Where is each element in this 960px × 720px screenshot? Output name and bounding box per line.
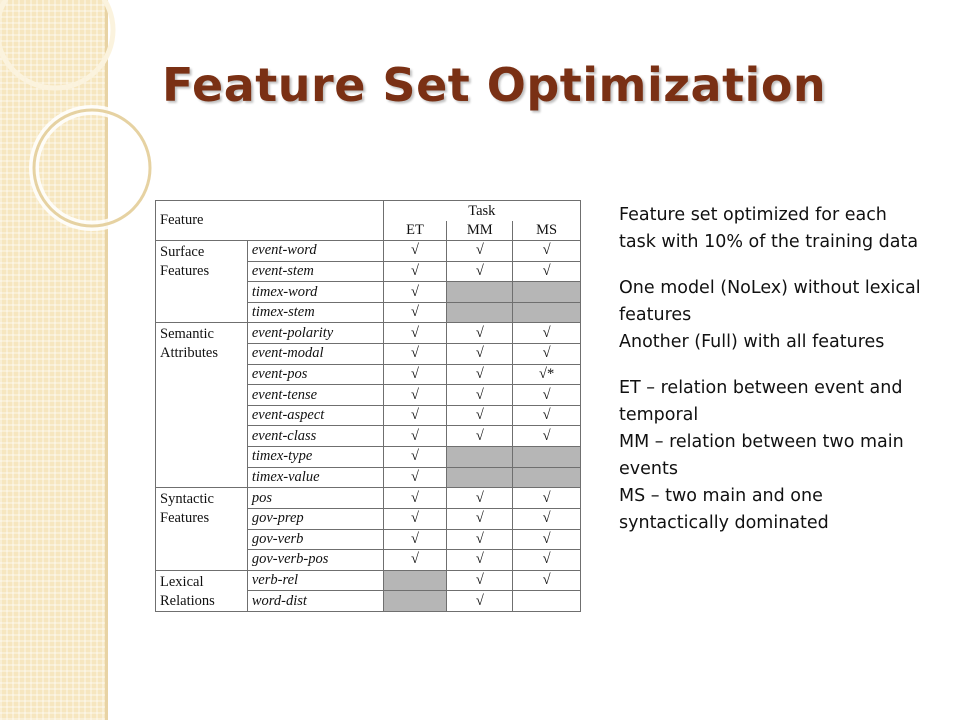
notes-text-block xyxy=(619,202,929,537)
feature-name: event-class xyxy=(247,426,383,447)
task-header: Task xyxy=(383,201,580,221)
feature-name: event-polarity xyxy=(247,323,383,344)
checkmark-cell: √ xyxy=(447,550,513,571)
feature-name: pos xyxy=(247,488,383,509)
checkmark-cell: √ xyxy=(447,323,513,344)
checkmark-cell: √ xyxy=(383,323,447,344)
checkmark-cell: √ xyxy=(447,261,513,282)
checkmark-cell: √ xyxy=(383,344,447,365)
checkmark-cell: √ xyxy=(383,282,447,303)
group-label-line: Attributes xyxy=(160,345,218,362)
group-label-line: Features xyxy=(160,510,210,527)
checkmark-cell: √ xyxy=(447,591,513,612)
checkmark-cell xyxy=(513,591,581,612)
group-label-line: Lexical xyxy=(160,573,204,590)
task-column-et: ET xyxy=(383,221,447,241)
note-line: ET – relation between event and temporal xyxy=(619,378,903,425)
table-row xyxy=(156,488,581,509)
checkmark-cell: √ xyxy=(383,405,447,426)
checkmark-cell: √ xyxy=(513,344,581,365)
group-label-line: Features xyxy=(160,263,210,279)
table-row xyxy=(156,570,581,591)
feature-task-table xyxy=(155,200,581,612)
shaded-cell xyxy=(447,467,513,488)
note-line: Feature set optimized for each task with 10% of the training data xyxy=(619,205,919,252)
feature-name: event-modal xyxy=(247,344,383,365)
checkmark-cell: √ xyxy=(383,488,447,509)
paragraph-gap xyxy=(619,256,929,275)
feature-name: event-pos xyxy=(247,364,383,385)
checkmark-cell: √ xyxy=(383,467,447,488)
checkmark-cell: √ xyxy=(447,344,513,365)
checkmark-cell: √ xyxy=(513,529,581,550)
feature-name: gov-verb-pos xyxy=(247,550,383,571)
feature-name: event-stem xyxy=(247,261,383,282)
table-row xyxy=(156,241,581,262)
note-line: One model (NoLex) without lexical features xyxy=(619,278,921,325)
feature-group-label xyxy=(156,570,248,611)
shaded-cell xyxy=(383,591,447,612)
checkmark-cell: √ xyxy=(383,261,447,282)
checkmark-cell: √ xyxy=(447,570,513,591)
checkmark-cell: √ xyxy=(383,447,447,468)
feature-group-label xyxy=(156,241,248,323)
table-header-row xyxy=(156,201,581,221)
checkmark-cell: √ xyxy=(447,364,513,385)
note-line: MS – two main and one syntactically dominated xyxy=(619,486,829,533)
checkmark-cell: √ xyxy=(513,405,581,426)
checkmark-cell: √* xyxy=(513,364,581,385)
note-line: MM – relation between two main events xyxy=(619,432,904,479)
shaded-cell xyxy=(447,447,513,468)
shaded-cell xyxy=(513,282,581,303)
checkmark-cell: √ xyxy=(383,529,447,550)
checkmark-cell: √ xyxy=(383,550,447,571)
shaded-cell xyxy=(513,467,581,488)
shaded-cell xyxy=(513,447,581,468)
checkmark-cell: √ xyxy=(447,508,513,529)
checkmark-cell: √ xyxy=(383,364,447,385)
feature-name: verb-rel xyxy=(247,570,383,591)
checkmark-cell: √ xyxy=(383,508,447,529)
checkmark-cell: √ xyxy=(383,241,447,262)
group-label-line: Surface xyxy=(160,244,205,260)
feature-name: timex-stem xyxy=(247,302,383,323)
checkmark-cell: √ xyxy=(513,241,581,262)
table-row xyxy=(156,323,581,344)
task-column-mm: MM xyxy=(447,221,513,241)
feature-header: Feature xyxy=(156,201,384,241)
checkmark-cell: √ xyxy=(383,302,447,323)
checkmark-cell: √ xyxy=(447,488,513,509)
checkmark-cell: √ xyxy=(513,488,581,509)
checkmark-cell: √ xyxy=(513,508,581,529)
feature-name: timex-value xyxy=(247,467,383,488)
checkmark-cell: √ xyxy=(447,385,513,406)
group-label-line: Semantic xyxy=(160,326,214,343)
note-line: Another (Full) with all features xyxy=(619,332,885,352)
checkmark-cell: √ xyxy=(383,426,447,447)
shaded-cell xyxy=(383,570,447,591)
group-label-line: Relations xyxy=(160,592,215,609)
checkmark-cell: √ xyxy=(513,261,581,282)
task-column-ms: MS xyxy=(513,221,581,241)
checkmark-cell: √ xyxy=(447,426,513,447)
checkmark-cell: √ xyxy=(513,550,581,571)
feature-name: timex-word xyxy=(247,282,383,303)
feature-name: event-aspect xyxy=(247,405,383,426)
shaded-cell xyxy=(447,302,513,323)
group-label-line: Syntactic xyxy=(160,491,214,508)
feature-name: word-dist xyxy=(247,591,383,612)
checkmark-cell: √ xyxy=(447,529,513,550)
feature-name: event-word xyxy=(247,241,383,262)
feature-name: timex-type xyxy=(247,447,383,468)
shaded-cell xyxy=(447,282,513,303)
feature-group-label xyxy=(156,488,248,570)
feature-name: gov-verb xyxy=(247,529,383,550)
checkmark-cell: √ xyxy=(513,323,581,344)
checkmark-cell: √ xyxy=(513,385,581,406)
slide-title: Feature Set Optimization xyxy=(162,58,827,112)
feature-group-label xyxy=(156,323,248,488)
feature-name: gov-prep xyxy=(247,508,383,529)
checkmark-cell: √ xyxy=(513,426,581,447)
checkmark-cell: √ xyxy=(513,570,581,591)
paragraph-gap xyxy=(619,356,929,375)
feature-name: event-tense xyxy=(247,385,383,406)
checkmark-cell: √ xyxy=(383,385,447,406)
shaded-cell xyxy=(513,302,581,323)
checkmark-cell: √ xyxy=(447,405,513,426)
checkmark-cell: √ xyxy=(447,241,513,262)
